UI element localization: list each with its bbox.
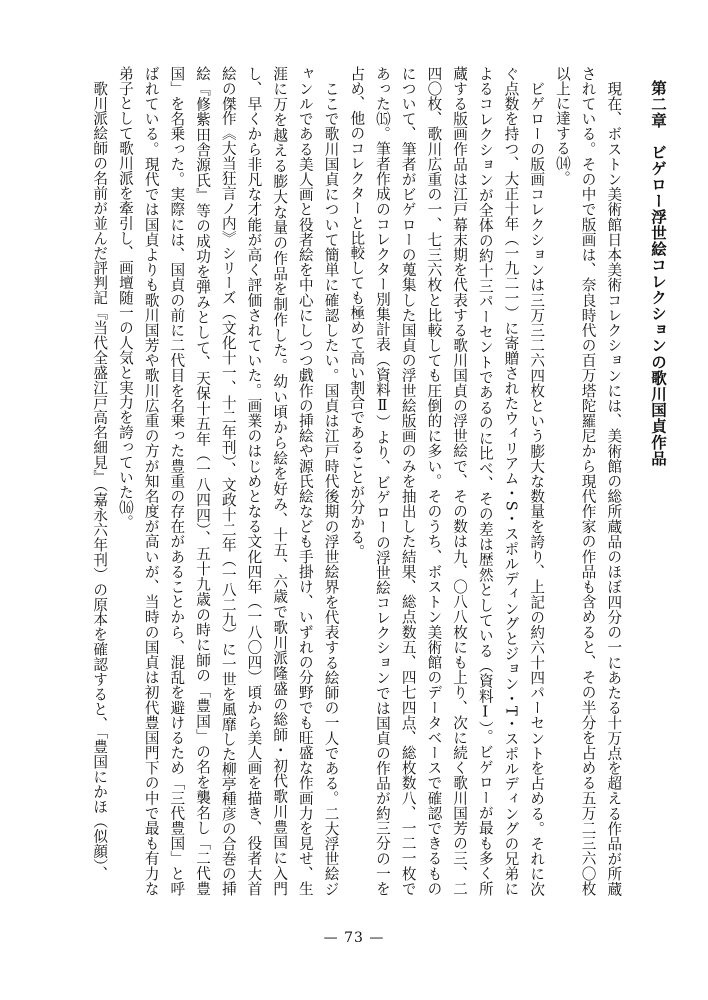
paragraph: ここで歌川国貞について簡単に確認したい。国貞は江戸時代後期の浮世絵界を代表する絵師の一人である。二大浮世絵ジャンルである美人画と役者絵を中心にしつつ戯作の挿絵や源氏絵なども手掛け、いずれの分野でも旺盛な作画力を見せ、生涯に万を越える膨大な量の作品を制作した。幼い頃から絵を好み、十五、六歳で歌川派隆盛の総師・初代歌川豊国に入門し、早くから非凡な才能が高く評価されていた。画業のはじめとなる文化四年（一八〇四）頃から美人画を描き、役者大首絵の傑作《大当狂言ノ内》シリーズ（文化十一、十二年刊）、文政十二年（一八二九）に一世を風靡した柳亭種彦の合巻の挿絵『修紫田舎源氏』等の成功を弾みとして、天保十五年（一八四四）、五十九歳の時に師の「豊国」の名を襲名し「二代豊国」を名乗った。実際には、国貞の前に二代目を名乗った豊重の存在があることから、混乱を避けるため「三代豊国」と呼ばれている。現代では国貞よりも歌川国芳や歌川広重の方が知名度が高いが、当時の国貞は初代豊国門下の中で最も有力な弟子として歌川派を牽引し、画壇随一の人気と実力を誇っていた⒃。 [116,66,340,896]
page-number: — 73 — [323,930,385,946]
paragraph: 歌川派絵師の名前が並んだ評判記『当代全盛江戸高名細見』（嘉永六年刊）の原本を確認すると、「豊国にかほ（似顔）、 [91,80,109,881]
paragraph: 現在、ボストン美術館日本美術コレクションには、美術館の総所蔵品のほぼ四分の一にあたる十万点を超える作品が所蔵されている。その中で版画は、奈良時代の百万塔陀羅尼から現代作家の作品も含めると、その半分を占める五万二三六〇枚以上に達する⒁。 [553,66,623,896]
vertical-text-body [30,66,670,896]
chapter-title: 第二章 ビゲロー浮世絵コレクションの歌川国貞作品 [649,80,667,467]
paragraph: ビゲローの版画コレクションは三万三二六四枚という膨大な数量を誇り、上記の約六十四パーセントを占める。それに次ぐ点数を持つ、大正十年（一九二一）に寄贈されたウィリアム・S・スポルディングとジョン・T・スポルディングの兄弟によるコレクションが全体の約十三パーセントであるのに比べ、その差は歴然としている（資料Ⅰ）。ビゲローが最も多く所蔵する版画作品は江戸幕末期を代表する歌川国貞の浮世絵で、その数は九、〇八八枚にも上り、次に続く歌川国芳の三、二四〇枚、歌川広重の一、七三六枚と比較しても圧倒的に多い。そのうち、ボストン美術館のデータベースで確認できるものについて、筆者がビゲローの蒐集した国貞の浮世絵版画のみを抽出した結果、総点数五、四七四点、総枚数八、一二一枚であった⒂。筆者作成のコレクター別集計表（資料Ⅱ）より、ビゲローの浮世絵コレクションでは国貞の作品が約三分の一を占め、他のコレクターと比較しても極めて高い割合であることが分かる。 [348,66,546,896]
